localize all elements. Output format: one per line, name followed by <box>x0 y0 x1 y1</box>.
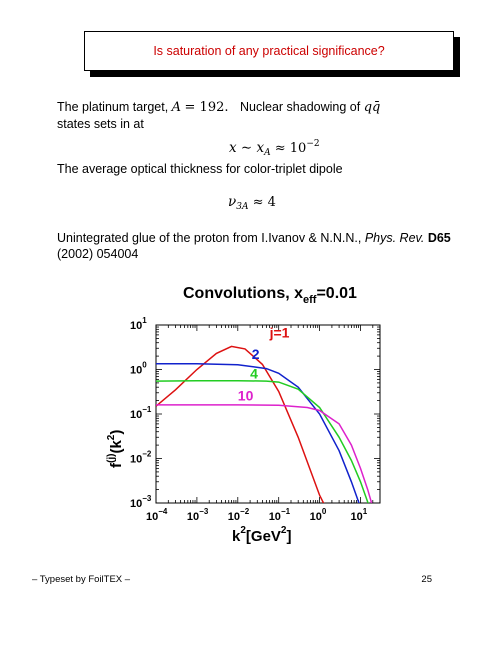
chart-title: Convolutions, $x_{eff}=0.01$ <box>183 285 357 306</box>
x-tick-label: $10^{-2}$ <box>227 507 250 523</box>
svg-text:f(j)(k2): $f^{(j)}(k^2)$ <box>106 429 125 468</box>
x-tick-label: $10^{-3}$ <box>186 507 209 523</box>
series-label-2: 2 <box>251 346 260 363</box>
page-number: 25 <box>421 574 432 585</box>
series-label-4: 4 <box>250 365 258 382</box>
x-tick-label: $10^1$ <box>350 507 368 523</box>
paragraph-platinum: The platinum target, A = 192. Nuclear shadowing of qq̄ states sets in at <box>57 100 381 131</box>
convolutions-chart <box>0 275 500 575</box>
paragraph-optical-thickness: The average optical thickness for color-triplet dipole <box>57 162 343 176</box>
y-tick-label: $10^1$ <box>130 316 147 332</box>
series-label-10: 10 <box>237 387 254 404</box>
series-label-j1: j=1 <box>269 324 290 341</box>
y-tick-label: $10^{-1}$ <box>130 405 152 421</box>
plot-frame <box>156 325 380 503</box>
formula-nu: $\nu_{3A} \approx 4$ <box>228 194 276 212</box>
x-axis-label: $k^2[GeV^2]$ <box>232 525 292 545</box>
y-tick-label: $10^{-2}$ <box>130 449 152 466</box>
x-tick-label: $10^{-4}$ <box>146 507 168 523</box>
paragraph-reference: Unintegrated glue of the proton from I.Ivanov & N.N.N., Phys. Rev. D65 (2002) 054004 <box>57 231 451 261</box>
x-tick-label: $10^{-1}$ <box>268 507 291 523</box>
y-tick-label: $10^{-3}$ <box>130 494 152 510</box>
y-axis-label <box>106 430 125 468</box>
footer-typeset: – Typeset by FoilTEX – <box>32 574 131 585</box>
y-tick-label: $10^0$ <box>130 360 147 377</box>
formula-x-saturation: x ∼ $x_A \approx 10^{-2}$ <box>229 139 320 158</box>
slide-title: Is saturation of any practical significance? <box>153 44 385 58</box>
x-tick-label: $10^0$ <box>309 507 327 523</box>
slide-title-box <box>84 31 454 71</box>
